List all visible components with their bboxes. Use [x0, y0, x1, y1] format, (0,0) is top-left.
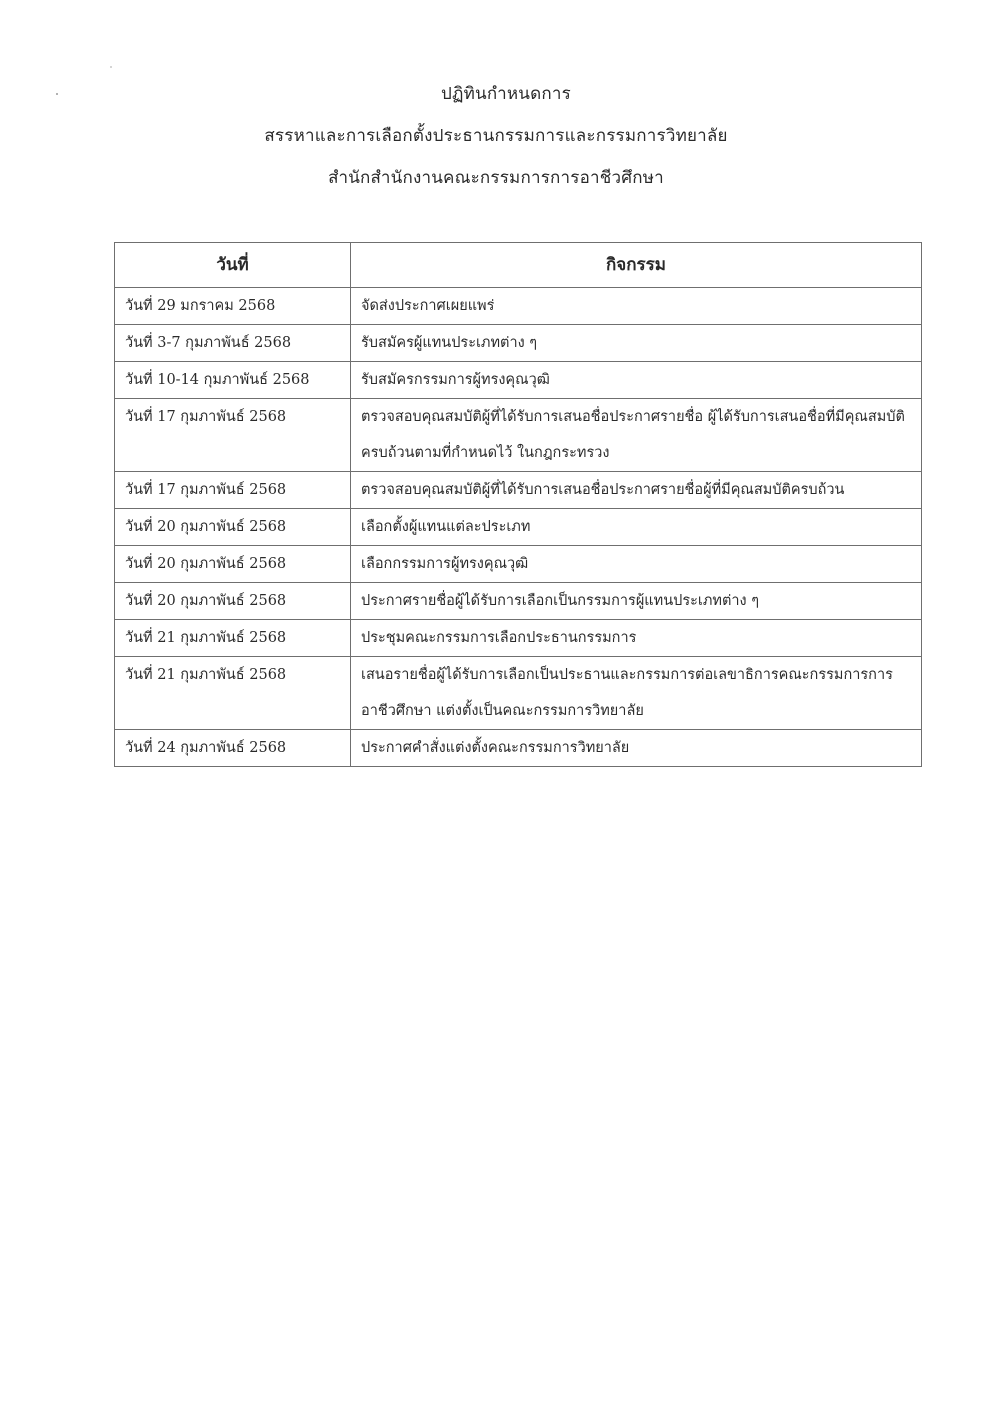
activity-cell: รับสมัครกรรมการผู้ทรงคุณวุฒิ: [351, 362, 922, 399]
table-row: [115, 399, 922, 472]
activity-cell: ประชุมคณะกรรมการเลือกประธานกรรมการ: [351, 620, 922, 657]
date-cell: วันที่ 20 กุมภาพันธ์ 2568: [115, 546, 351, 583]
column-header-date: วันที่: [115, 243, 351, 288]
date-cell: วันที่ 10-14 กุมภาพันธ์ 2568: [115, 362, 351, 399]
table-row: [115, 325, 922, 362]
scan-speck: [110, 66, 112, 68]
activity-cell: ประกาศคำสั่งแต่งตั้งคณะกรรมการวิทยาลัย: [351, 730, 922, 767]
title-line: ปฏิทินกำหนดการ: [441, 84, 571, 104]
table-row: [115, 620, 922, 657]
table-row: [115, 730, 922, 767]
document-title: [0, 84, 992, 210]
table-row: [115, 583, 922, 620]
date-cell: วันที่ 20 กุมภาพันธ์ 2568: [115, 583, 351, 620]
table-row: [115, 362, 922, 399]
column-header-activity: กิจกรรม: [351, 243, 922, 288]
table-row: [115, 472, 922, 509]
table-row: [115, 509, 922, 546]
title-line: สรรหาและการเลือกตั้งประธานกรรมการและกรรมการวิทยาลัย: [264, 126, 728, 146]
date-cell: วันที่ 24 กุมภาพันธ์ 2568: [115, 730, 351, 767]
schedule-table: [114, 242, 922, 767]
activity-cell: เลือกตั้งผู้แทนแต่ละประเภท: [351, 509, 922, 546]
activity-cell: ตรวจสอบคุณสมบัติผู้ที่ได้รับการเสนอชื่อประกาศรายชื่อ ผู้ได้รับการเสนอชื่อที่มีคุณสมบัติครบถ้วนตามที่กำหนดไว้ ในกฎกระทรวง: [351, 399, 922, 472]
table-row: [115, 657, 922, 730]
date-cell: วันที่ 21 กุมภาพันธ์ 2568: [115, 657, 351, 730]
date-cell: วันที่ 3-7 กุมภาพันธ์ 2568: [115, 325, 351, 362]
activity-cell: จัดส่งประกาศเผยแพร่: [351, 288, 922, 325]
activity-cell: ตรวจสอบคุณสมบัติผู้ที่ได้รับการเสนอชื่อประกาศรายชื่อผู้ที่มีคุณสมบัติครบถ้วน: [351, 472, 922, 509]
date-cell: วันที่ 17 กุมภาพันธ์ 2568: [115, 472, 351, 509]
date-cell: วันที่ 29 มกราคม 2568: [115, 288, 351, 325]
date-cell: วันที่ 17 กุมภาพันธ์ 2568: [115, 399, 351, 472]
table-row: [115, 288, 922, 325]
title-line: สำนักสำนักงานคณะกรรมการการอาชีวศึกษา: [328, 168, 664, 188]
activity-cell: เสนอรายชื่อผู้ได้รับการเลือกเป็นประธานและกรรมการต่อเลขาธิการคณะกรรมการการอาชีวศึกษา แต่งตั้งเป็นคณะกรรมการวิทยาลัย: [351, 657, 922, 730]
date-cell: วันที่ 21 กุมภาพันธ์ 2568: [115, 620, 351, 657]
table-header-row: [115, 243, 922, 288]
activity-cell: รับสมัครผู้แทนประเภทต่าง ๆ: [351, 325, 922, 362]
date-cell: วันที่ 20 กุมภาพันธ์ 2568: [115, 509, 351, 546]
activity-cell: ประกาศรายชื่อผู้ได้รับการเลือกเป็นกรรมการผู้แทนประเภทต่าง ๆ: [351, 583, 922, 620]
activity-cell: เลือกกรรมการผู้ทรงคุณวุฒิ: [351, 546, 922, 583]
table-row: [115, 546, 922, 583]
